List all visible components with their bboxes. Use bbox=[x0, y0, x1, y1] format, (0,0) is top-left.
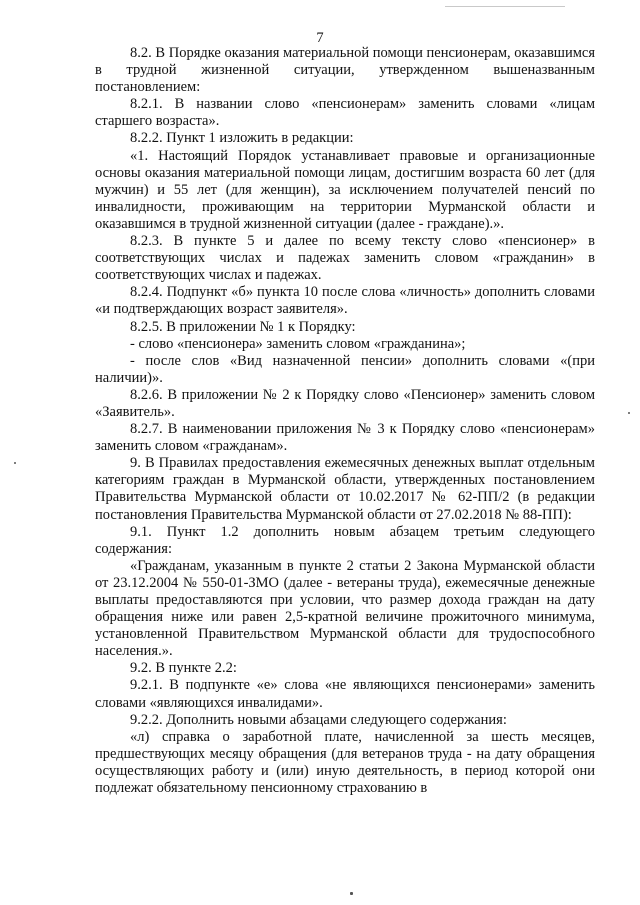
paragraph-8-2-1: 8.2.1. В названии слово «пенсионерам» заменить словами «лицам старшего возраста». bbox=[95, 96, 595, 130]
paragraph-9-1: 9.1. Пункт 1.2 дополнить новым абзацем третьим следующего содержания: bbox=[95, 523, 595, 557]
paragraph-9: 9. В Правилах предоставления ежемесячных денежных выплат отдельным категориям граждан в Мурманской области, утвержденных постановлением Правительства Мурманской области от 10.02.2017 № 62-ПП/2 (в редакции постановления Правительства Мурманской области от 27.02.2018 № 88-ПП): bbox=[95, 455, 595, 523]
paragraph-dash-2: - после слов «Вид назначенной пенсии» дополнить словами «(при наличии)». bbox=[95, 352, 595, 386]
paragraph-8-2-7: 8.2.7. В наименовании приложения № 3 к Порядку слово «пенсионерам» заменить словом «гражданам». bbox=[95, 421, 595, 455]
scan-speck bbox=[628, 412, 630, 414]
paragraph-8-2-4: 8.2.4. Подпункт «б» пункта 10 после слова «личность» дополнить словами «и подтверждающих возраст заявителя». bbox=[95, 284, 595, 318]
paragraph-9-2-2: 9.2.2. Дополнить новыми абзацами следующего содержания: bbox=[130, 711, 507, 728]
paragraph-quote-1: «1. Настоящий Порядок устанавливает правовые и организационные основы оказания материальной помощи лицам, достигшим возраста 60 лет (для мужчин) и 55 лет (для женщин), за исключением получателей пенсий по инвалидности, проживающим на территории Мурманской области и оказавшимся в трудной жизненной ситуации (далее - граждане).». bbox=[95, 147, 595, 232]
document-body bbox=[95, 45, 595, 797]
paragraph-8-2: 8.2. В Порядке оказания материальной помощи пенсионерам, оказавшимся в трудной жизненной ситуации, утвержденном вышеназванным постановлением: bbox=[95, 45, 595, 96]
scan-edge-line bbox=[445, 6, 565, 7]
paragraph-8-2-3: 8.2.3. В пункте 5 и далее по всему тексту слово «пенсионер» в соответствующих числах и падежах заменить словом «гражданин» в соответствующих числах и падежах. bbox=[95, 233, 595, 284]
paragraph-9-2: 9.2. В пункте 2.2: bbox=[130, 660, 237, 677]
scan-speck bbox=[350, 892, 353, 895]
paragraph-9-2-1: 9.2.1. В подпункте «е» слова «не являющихся пенсионерами» заменить словами «являющихся инвалидами». bbox=[95, 677, 595, 711]
paragraph-8-2-6: 8.2.6. В приложении № 2 к Порядку слово «Пенсионер» заменить словом «Заявитель». bbox=[95, 386, 595, 420]
paragraph-quote-3: «л) справка о заработной плате, начисленной за шесть месяцев, предшествующих месяцу обращения (для ветеранов труда - на дату обращения осуществляющих работу и (или) иную деятельность, в период которой они подлежат обязательному пенсионному страхованию в bbox=[95, 728, 595, 797]
page-number: 7 bbox=[316, 30, 324, 46]
paragraph-dash-1: - слово «пенсионера» заменить словом «гражданина»; bbox=[130, 335, 466, 352]
paragraph-8-2-2: 8.2.2. Пункт 1 изложить в редакции: bbox=[130, 130, 354, 147]
paragraph-8-2-5: 8.2.5. В приложении № 1 к Порядку: bbox=[130, 318, 356, 335]
scan-speck bbox=[14, 462, 16, 464]
paragraph-quote-2: «Гражданам, указанным в пункте 2 статьи 2 Закона Мурманской области от 23.12.2004 № 550-01-ЗМО (далее - ветераны труда), ежемесячные денежные выплаты предоставляются при условии, что размер дохода граждан на дату обращения ниже или равен 2,5-кратной величине прожиточного минимума, установленной Правительством Мурманской области для трудоспособного населения.». bbox=[95, 557, 595, 660]
